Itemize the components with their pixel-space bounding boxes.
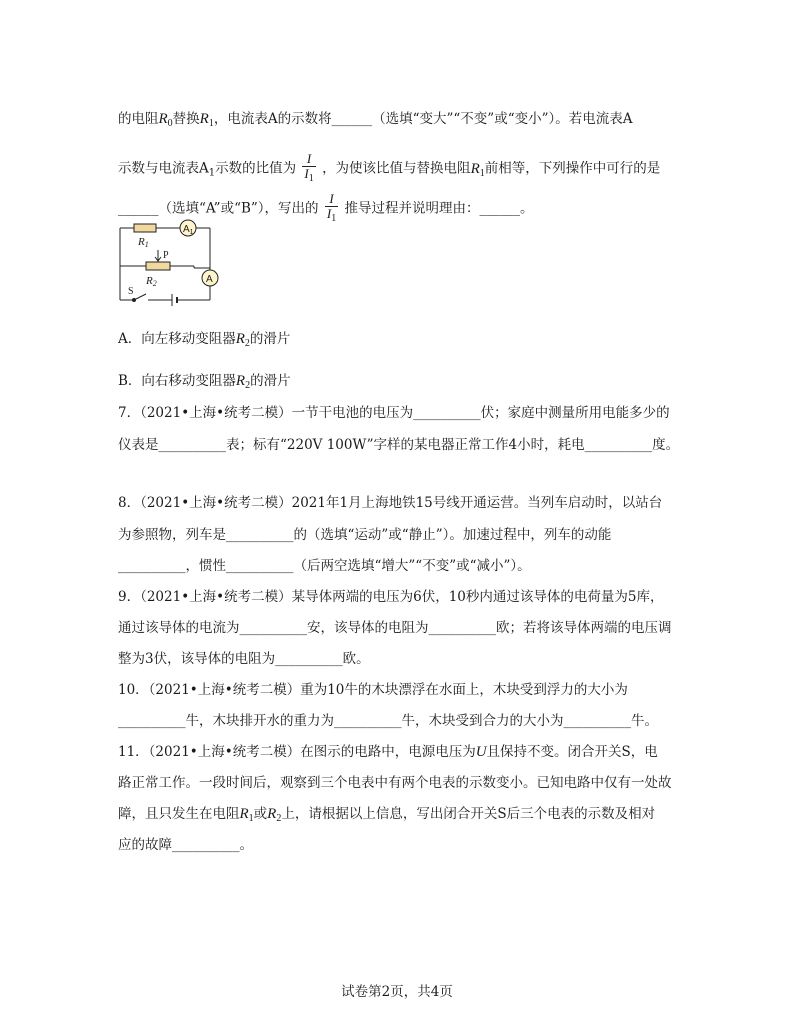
symbol-r1: $R_1$: [199, 111, 214, 129]
q6-sub: 1: [208, 167, 216, 179]
option-b: B．向右移动变阻器$R_2$的滑片: [118, 373, 291, 391]
circuit-diagram: [112, 214, 230, 314]
symbol-r1: $R_1$: [470, 160, 485, 179]
q6-text: 的电阻: [118, 111, 159, 127]
q9-line-1: 9．（2021•上海•统考二模）某导体两端的电压为6伏，10秒内通过该导体的电荷量为5库，: [118, 589, 664, 605]
q6-text: ，电流表A的示数将______（选填“变大”“不变”或“变小”）。若电流表A: [213, 111, 633, 127]
symbol-r0: $R_0$: [158, 111, 173, 129]
q9-line-2: 通过该导体的电流为__________安，该导体的电阻为__________欧；若将该导体两端的电压调: [118, 620, 672, 636]
s-label: S: [128, 286, 134, 297]
q11-line-3: 障，且只发生在电阻$R_1$或$R_2$上，请根据以上信息，写出闭合开关S后三个电表的示数及相对: [118, 806, 656, 824]
q6-text: 示数的比值为: [215, 160, 297, 177]
r2-label: R2: [146, 275, 157, 288]
q8-line-1: 8．（2021•上海•统考二模）2021年1月上海地铁15号线开通运营。当列车启动时，以站台: [118, 495, 663, 511]
q11-line-4: 应的故障__________。: [118, 837, 253, 853]
p-label: P: [163, 250, 169, 261]
q7-line-2: 仪表是__________表；标有“220V 100W”字样的某电器正常工作4小时，耗电__________度。: [118, 437, 680, 453]
q6-text: 示数与电流表A: [118, 160, 209, 177]
q9-line-3: 整为3伏，该导体的电阻为__________欧。: [118, 651, 370, 667]
q6-text: ______（选填“A”或“B”），写出的: [118, 200, 319, 217]
fraction-i-over-i1: $\frac{I}{I_1}$: [304, 151, 314, 184]
symbol-r2: $R_2$: [235, 331, 250, 349]
q6-text: 推导过程并说明理由：______。: [344, 200, 534, 217]
q6-text: ，为使该比值与替换电阻: [322, 160, 471, 177]
fraction-i-over-i1: $\frac{I}{I_1}$: [326, 191, 337, 224]
symbol-r2: $R_2$: [235, 373, 251, 391]
q6-line-2: [118, 152, 660, 186]
a-label: A: [206, 274, 213, 285]
symbol-r2: $R_2$: [267, 806, 282, 824]
q10-line-2: __________牛，木块排开水的重力为__________牛，木块受到合力的大小为__________牛。: [118, 713, 658, 729]
option-a: A．向左移动变阻器$R_2$的滑片: [118, 331, 291, 349]
q11-line-2: 路正常工作。一段时间后，观察到三个电表中有两个电表的示数变小。已知电路中仅有一处故: [118, 775, 672, 791]
q7-line-1: 7．（2021•上海•统考二模）一节干电池的电压为__________伏；家庭中测量所用电能多少的: [118, 405, 670, 421]
q10-line-1: 10．（2021•上海•统考二模）重为10牛的木块漂浮在水面上，木块受到浮力的大小为: [118, 682, 628, 698]
q6-line-1: [118, 110, 633, 133]
symbol-r1: $R_1$: [239, 806, 254, 824]
a1-label: $A_1$: [183, 224, 194, 236]
q6-text: 替换: [172, 111, 200, 127]
page-footer: 试卷第2页，共4页: [341, 984, 453, 1000]
q11-line-1: 11．（2021•上海•统考二模）在图示的电路中，电源电压为U且保持不变。闭合开关S，电: [118, 744, 658, 760]
r1-label: R1: [138, 236, 149, 249]
q8-line-2: 为参照物，列车是__________的（选填“运动”或“静止”）。加速过程中，列车的动能: [118, 527, 612, 543]
q8-line-3: __________，惯性__________（后两空选填“增大”“不变”或“减小”）。: [118, 558, 531, 574]
q6-text: 前相等，下列操作中可行的是: [484, 160, 661, 177]
symbol-u: U: [475, 744, 487, 760]
